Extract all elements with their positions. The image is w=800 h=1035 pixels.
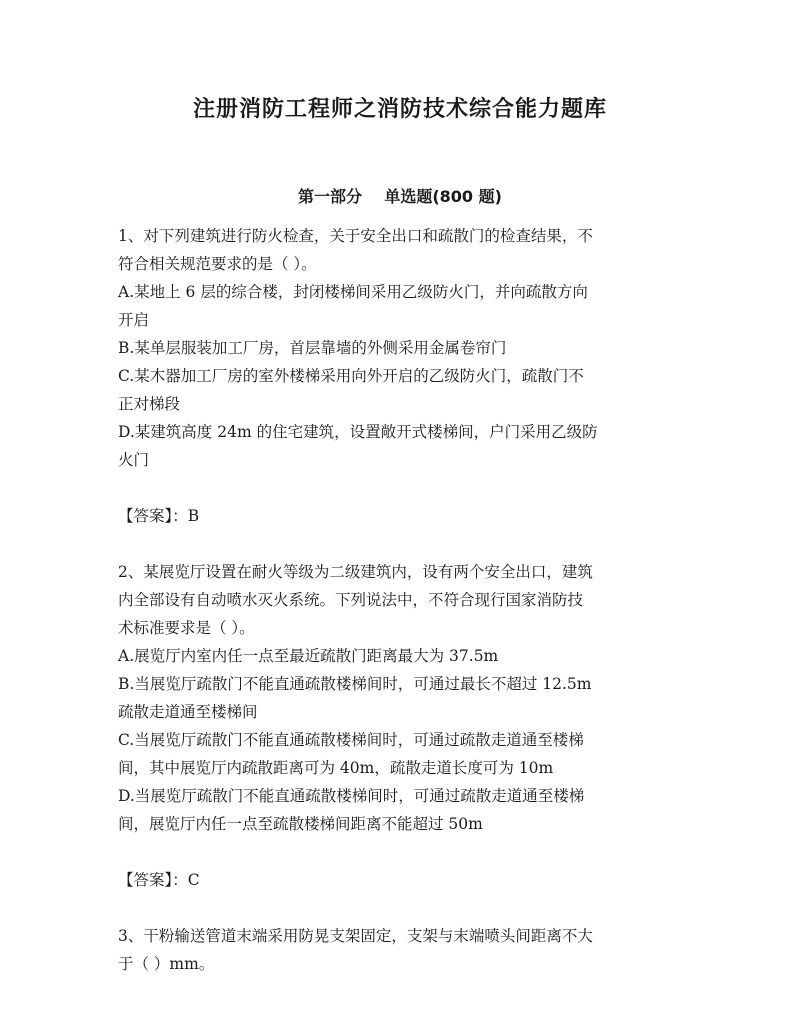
answer-line [118,866,684,894]
option-c-continued: 间，其中展览厅内疏散距离可为 40m，疏散走道长度可为 10m [118,759,554,777]
question-stem-line: 2、某展览厅设置在耐火等级为二级建筑内，设有两个安全出口，建筑 [118,563,593,581]
answer-value: C [187,871,200,889]
option-d: D.当展览厅疏散门不能直通疏散楼梯间时，可通过疏散走道通至楼梯 [118,787,585,805]
option-c: C.当展览厅疏散门不能直通疏散楼梯间时，可通过疏散走道通至楼梯 [118,731,584,749]
option-a: A.展览厅内室内任一点至最近疏散门距离最大为 37.5m [118,647,499,665]
question-stem-line: 内全部设有自动喷水灭火系统。下列说法中，不符合现行国家消防技 [118,591,584,609]
spacer [118,530,684,558]
option-d-continued: 间，展览厅内任一点至疏散楼梯间距离不能超过 50m [118,815,483,833]
spacer [118,894,684,922]
option-d-continued: 火门 [118,451,150,469]
answer-line [118,502,684,530]
option-c-continued: 正对梯段 [118,395,181,413]
option-b: B.某单层服装加工厂房，首层靠墙的外侧采用金属卷帘门 [118,339,507,357]
question-3 [118,922,684,978]
spacer [118,474,684,502]
option-b-continued: 疏散走道通至楼梯间 [118,703,258,721]
option-b: B.当展览厅疏散门不能直通疏散楼梯间时，可通过最长不超过 12.5m [118,675,592,693]
question-stem-line: 于（ ）mm。 [118,955,215,973]
spacer [118,838,684,866]
answer-label: 【答案】： [118,871,188,889]
section-title: 第一部分 单选题(800 题) [298,187,502,206]
question-2 [118,558,684,922]
question-1 [118,222,684,558]
option-a: A.某地上 6 层的综合楼，封闭楼梯间采用乙级防火门，并向疏散方向 [118,283,588,301]
option-a-continued: 开启 [118,311,150,329]
question-stem-line: 3、干粉输送管道末端采用防晃支架固定，支架与末端喷头间距离不大 [118,927,593,945]
question-stem-line: 术标准要求是（ ）。 [118,619,255,637]
answer-value: B [187,507,200,525]
question-stem-line: 1、对下列建筑进行防火检查，关于安全出口和疏散门的检查结果，不 [118,227,593,245]
document-title: 注册消防工程师之消防技术综合能力题库 [192,97,607,122]
question-stem-line: 符合相关规范要求的是（ ）。 [118,255,317,273]
option-c: C.某木器加工厂房的室外楼梯采用向外开启的乙级防火门，疏散门不 [118,367,584,385]
option-d: D.某建筑高度 24m 的住宅建筑，设置敞开式楼梯间，户门采用乙级防 [118,423,598,441]
answer-label: 【答案】： [118,507,188,525]
question-list [118,222,684,978]
